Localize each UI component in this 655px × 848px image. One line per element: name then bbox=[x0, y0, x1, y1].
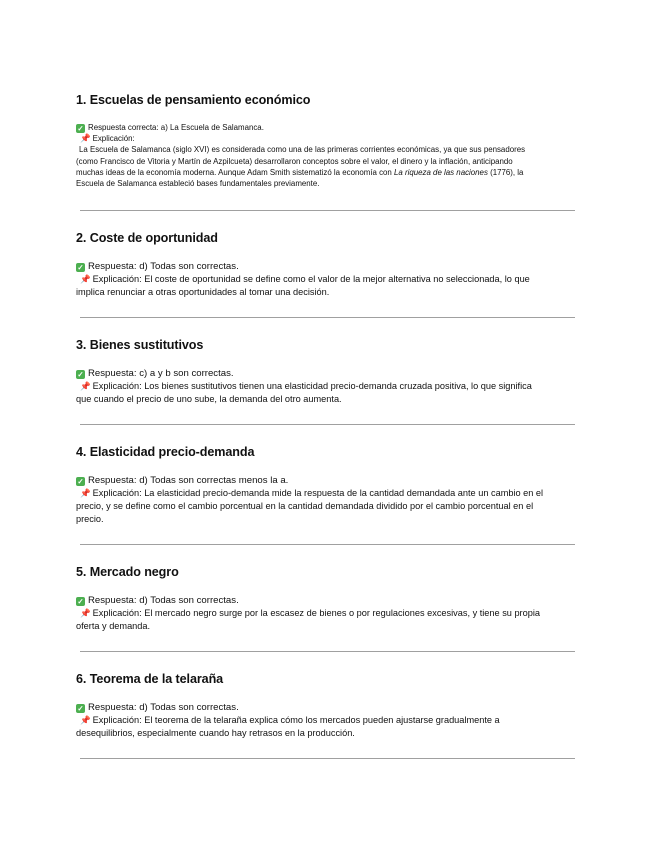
explanation-line: desequilibrios, especialmente cuando hay retrasos en la producción. bbox=[76, 728, 355, 738]
explanation-line: oferta y demanda. bbox=[76, 621, 151, 631]
section-title: 6. Teorema de la telaraña bbox=[76, 672, 224, 686]
section-title: 3. Bienes sustitutivos bbox=[76, 338, 204, 352]
question-section-5 bbox=[76, 564, 576, 633]
explanation-text bbox=[76, 714, 576, 740]
check-mark-icon: ✓ bbox=[77, 704, 84, 713]
answer-line bbox=[76, 701, 576, 714]
explanation-text bbox=[76, 144, 576, 189]
explanation-line: Escuela de Salamanca estableció bases fundamentales previamente. bbox=[76, 179, 320, 189]
explanation-text-part: El mercado negro surge por la escasez de bienes o por regulaciones excesivas, y tiene su propia bbox=[144, 608, 540, 618]
explanation-line bbox=[76, 273, 576, 286]
check-mark-icon: ✓ bbox=[77, 124, 84, 133]
pushpin-icon: 📌 bbox=[80, 274, 91, 284]
pushpin-icon: 📌 bbox=[80, 488, 91, 498]
section-divider bbox=[80, 651, 575, 652]
explanation-text-part: El teorema de la telaraña explica cómo los mercados pueden ajustarse gradualmente a bbox=[144, 715, 500, 725]
answer-text: Respuesta: c) a y b son correctas. bbox=[88, 368, 234, 379]
explanation-label: Explicación: bbox=[92, 134, 135, 144]
answer-line bbox=[76, 474, 576, 487]
explanation-label-line bbox=[76, 133, 576, 144]
explanation-line: precio, y se define como el cambio porcentual en la cantidad demandada dividido por el cambio porcentual en el bbox=[76, 501, 534, 511]
explanation-text-part: Los bienes sustitutivos tienen una elasticidad precio-demanda cruzada positiva, lo que significa bbox=[144, 381, 532, 391]
explanation-line bbox=[76, 607, 576, 620]
question-section-1 bbox=[76, 92, 576, 189]
check-mark-icon: ✓ bbox=[77, 263, 84, 272]
explanation-label: Explicación: bbox=[92, 381, 142, 391]
explanation-label: Explicación: bbox=[92, 488, 142, 498]
question-section-6 bbox=[76, 671, 576, 740]
explanation-line: que cuando el precio de uno sube, la demanda del otro aumenta. bbox=[76, 394, 342, 404]
answer-text: Respuesta: d) Todas son correctas menos la a. bbox=[88, 475, 289, 486]
pushpin-icon: 📌 bbox=[80, 381, 91, 391]
answer-line bbox=[76, 260, 576, 273]
answer-line bbox=[76, 122, 576, 133]
section-divider bbox=[80, 544, 575, 545]
answer-text: Respuesta correcta: a) La Escuela de Salamanca. bbox=[88, 123, 264, 132]
explanation-label: Explicación: bbox=[92, 274, 142, 284]
answer-text: Respuesta: d) Todas son correctas. bbox=[88, 595, 239, 606]
check-mark-icon: ✓ bbox=[77, 597, 84, 606]
answer-line bbox=[76, 367, 576, 380]
explanation-line: La Escuela de Salamanca (siglo XVI) es considerada como una de las primeras corrientes económicas, ya que sus pensadores bbox=[79, 145, 526, 155]
explanation-text-part: muchas ideas de la economía moderna. Aunque Adam Smith sistematizó la economía con bbox=[76, 167, 392, 177]
section-divider bbox=[80, 758, 575, 759]
explanation-line: implica renunciar a otras oportunidades al tomar una decisión. bbox=[76, 287, 330, 297]
section-title: 5. Mercado negro bbox=[76, 565, 179, 579]
explanation-text-part: El coste de oportunidad se define como el valor de la mejor alternativa no seleccionada, lo que bbox=[144, 274, 530, 284]
answer-text: Respuesta: d) Todas son correctas. bbox=[88, 261, 239, 272]
question-section-3 bbox=[76, 337, 576, 406]
section-divider bbox=[80, 210, 575, 211]
explanation-line bbox=[76, 167, 576, 178]
explanation-line bbox=[76, 714, 576, 727]
question-section-4 bbox=[76, 444, 576, 526]
pushpin-icon: 📌 bbox=[80, 133, 91, 144]
check-mark-icon: ✓ bbox=[77, 370, 84, 379]
pushpin-icon: 📌 bbox=[80, 608, 91, 618]
pushpin-icon: 📌 bbox=[80, 715, 91, 725]
answer-line bbox=[76, 594, 576, 607]
explanation-text bbox=[76, 380, 576, 406]
explanation-label: Explicación: bbox=[92, 715, 142, 725]
section-title: 1. Escuelas de pensamiento económico bbox=[76, 93, 311, 107]
explanation-line bbox=[76, 487, 576, 500]
explanation-text-part: La elasticidad precio-demanda mide la respuesta de la cantidad demandada ante un cambio en el bbox=[144, 488, 544, 498]
section-divider bbox=[80, 317, 575, 318]
explanation-label: Explicación: bbox=[92, 608, 142, 618]
check-mark-icon: ✓ bbox=[77, 477, 84, 486]
explanation-text-part: (1776), la bbox=[490, 167, 524, 177]
explanation-text bbox=[76, 607, 576, 633]
section-divider bbox=[80, 424, 575, 425]
explanation-line: precio. bbox=[76, 514, 104, 524]
answer-text: Respuesta: d) Todas son correctas. bbox=[88, 702, 239, 713]
explanation-line: (como Francisco de Vitoria y Martín de Azpilcueta) desarrollaron conceptos sobre el valor, el dinero y la inflación, anticipando bbox=[76, 156, 513, 166]
question-section-2 bbox=[76, 230, 576, 299]
explanation-text bbox=[76, 273, 576, 299]
section-title: 4. Elasticidad precio-demanda bbox=[76, 445, 255, 459]
explanation-text bbox=[76, 487, 576, 526]
book-title: La riqueza de las naciones bbox=[394, 167, 488, 177]
section-title: 2. Coste de oportunidad bbox=[76, 231, 218, 245]
explanation-line bbox=[76, 380, 576, 393]
